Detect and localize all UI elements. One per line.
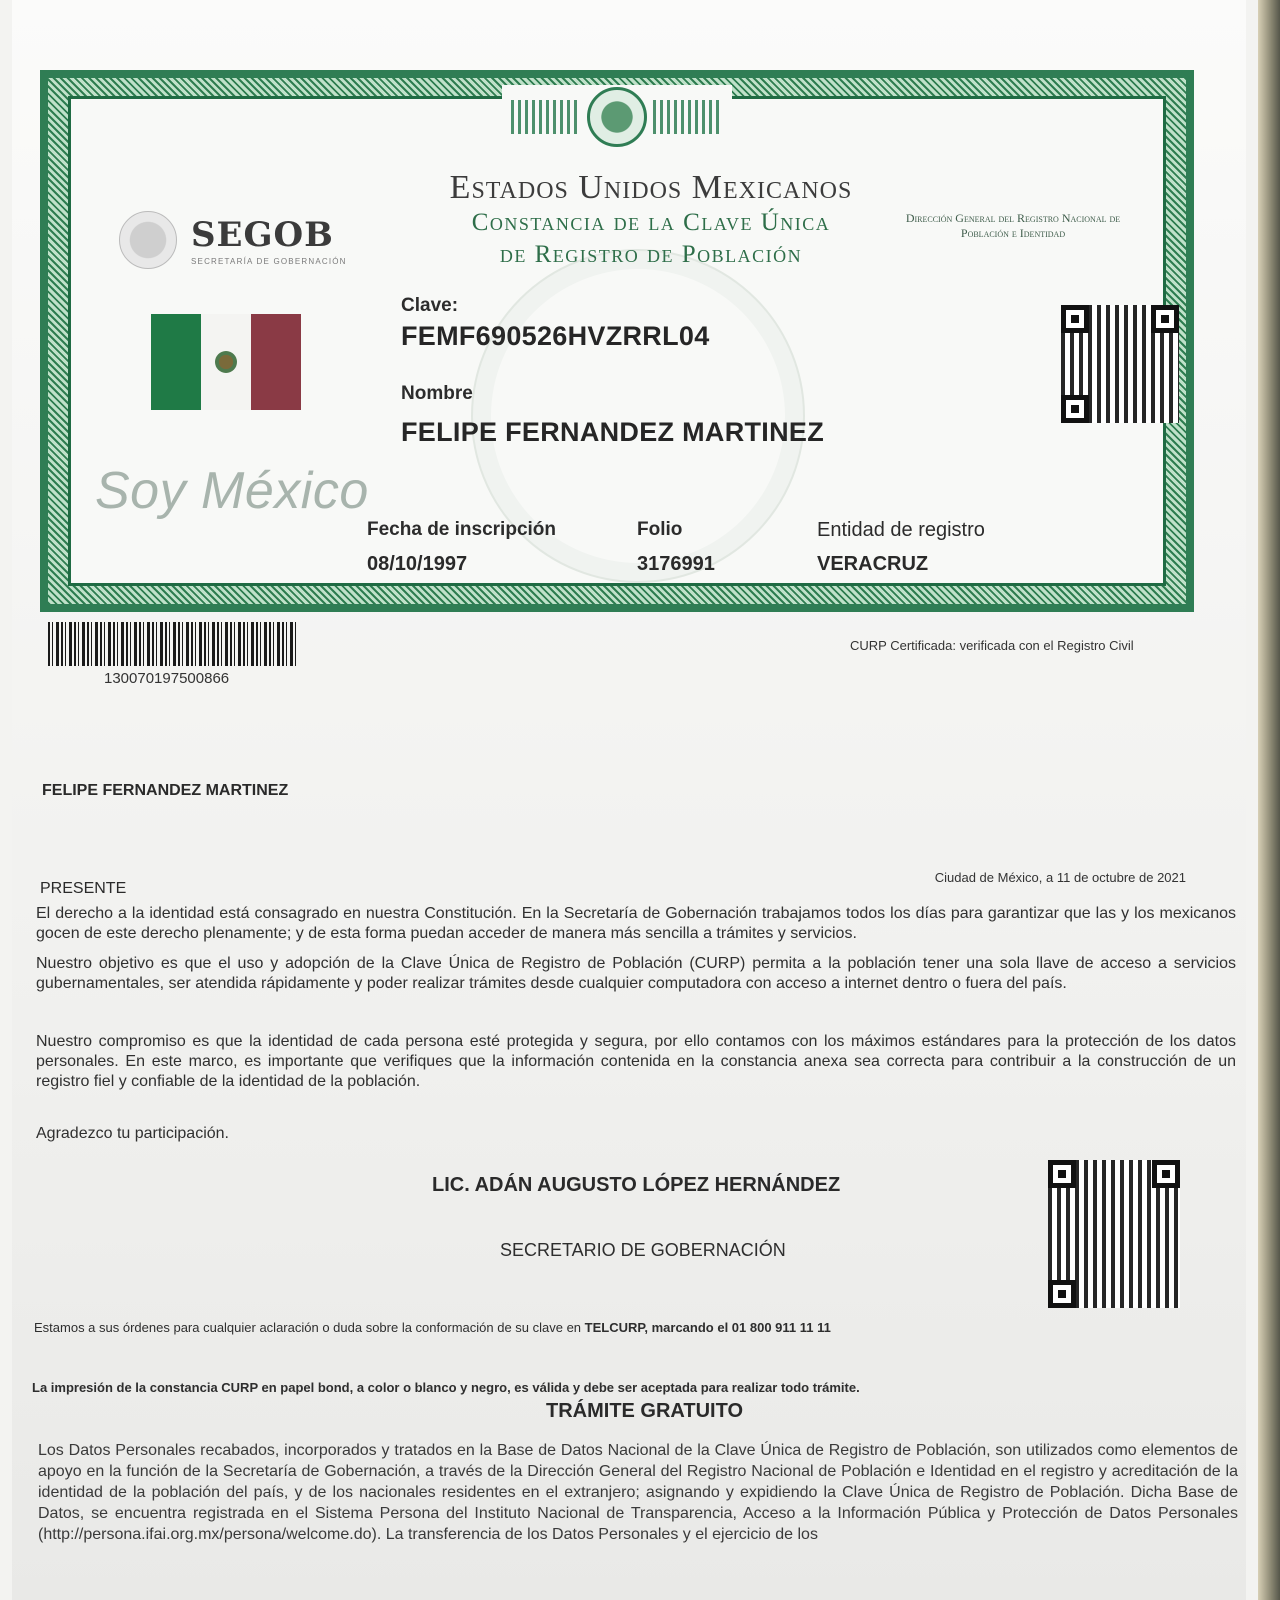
entidad-value: VERACRUZ [817, 553, 929, 575]
background-edge [1258, 0, 1280, 1600]
signer-role: SECRETARIO DE GOBERNACIÓN [500, 1240, 786, 1260]
entidad-label: Entidad de registro [817, 519, 985, 541]
clave-value: FEMF690526HVZRRL04 [401, 321, 710, 351]
document-titles [371, 169, 931, 271]
nombre-label: Nombre [401, 383, 473, 404]
contact-line [34, 1320, 831, 1335]
document-page [12, 0, 1246, 1600]
doc-title-line2: de Registro de Población [499, 241, 803, 268]
letter-date: Ciudad de México, a 11 de octubre de 2021 [934, 870, 1186, 885]
coat-of-arms-icon [502, 85, 732, 149]
fecha-value: 08/10/1997 [367, 553, 468, 575]
agency-subtitle: SECRETARÍA DE GOBERNACIÓN [191, 256, 347, 266]
contact-prefix: Estamos a sus órdenes para cualquier aclaración o duda sobre la conformación de su clave en [34, 1320, 585, 1335]
certified-note: CURP Certificada: verificada con el Registro Civil [850, 638, 1134, 653]
country-title: Estados Unidos Mexicanos [449, 169, 853, 206]
barcode-number: 130070197500866 [104, 670, 230, 687]
mexican-flag-icon [151, 314, 301, 410]
doc-title-line1: Constancia de la Clave Única [471, 209, 831, 236]
directorate-name: Dirección General del Registro Nacional de Población e Identidad [905, 211, 1121, 240]
letter-paragraph-2: Nuestro objetivo es que el uso y adopción de la Clave Única de Registro de Población (CURP) permita a la población tener una sola llave de acceso a servicios gubernamentales, ser atendida rápidamente y poder realizar trámites desde cualquier computadora con acceso a internet dentro o fuera del país. [36, 955, 1236, 992]
clave-label: Clave: [401, 295, 459, 316]
letter-presente: PRESENTE [40, 880, 127, 897]
folio-value: 3176991 [637, 553, 715, 575]
qr-code-icon [1048, 1160, 1180, 1308]
segob-seal-icon [119, 211, 177, 269]
letter-paragraph-3: Nuestro compromiso es que la identidad de cada persona esté protegida y segura, por ello contamos con los máximos estándares para la protección de los datos personales. En este marco, es importante que verifiques que la información contenida en la constancia anexa sea correcta para contribuir a la construcción de un registro fiel y confiable de la identidad de la población. [36, 1033, 1236, 1090]
barcode-icon [48, 622, 296, 666]
signer-name: LIC. ADÁN AUGUSTO LÓPEZ HERNÁNDEZ [432, 1174, 841, 1196]
folio-label: Folio [637, 519, 683, 540]
certificate-frame [40, 70, 1194, 612]
letter-paragraph-4: Agradezco tu participación. [36, 1125, 229, 1142]
certificate-body [68, 96, 1166, 586]
print-validity-note: La impresión de la constancia CURP en papel bond, a color o blanco y negro, es válida y debe ser aceptada para realizar todo trámite. [32, 1380, 860, 1395]
segob-logo [119, 211, 347, 269]
nombre-value: FELIPE FERNANDEZ MARTINEZ [401, 417, 824, 447]
agency-name: SEGOB [191, 214, 334, 255]
fecha-label: Fecha de inscripción [367, 519, 556, 540]
qr-code-icon [1061, 305, 1179, 423]
slogan: Soy México [95, 462, 369, 520]
letter-paragraph-1: El derecho a la identidad está consagrado en nuestra Constitución. En la Secretaría de Gobernación trabajamos todos los días para garantizar que las y los mexicanos gocen de este derecho plenamente; y de esta forma puedan acceder de manera más sencilla a trámites y servicios. [36, 905, 1236, 942]
letter-addressee: FELIPE FERNANDEZ MARTINEZ [42, 782, 289, 799]
free-procedure-label: TRÁMITE GRATUITO [546, 1400, 744, 1422]
privacy-notice: Los Datos Personales recabados, incorporados y tratados en la Base de Datos Nacional de la Clave Única de Registro de Población, son utilizados como elementos de apoyo en la función de la Secretaría de Gobernación, a través de la Dirección General del Registro Nacional de Población e Identidad en el registro y acreditación de la identidad de la población del país, y de los nacionales residentes en el extranjero; asignando y expidiendo la Clave Única de Registro de Población. Dicha Base de Datos, se encuentra registrada en el Sistema Persona del Instituto Nacional de Transparencia, Acceso a la Información Pública y Protección de Datos Personales (http://persona.ifai.org.mx/persona/welcome.do). La transferencia de los Datos Personales y el ejercicio de los [38, 1442, 1238, 1543]
contact-phone: TELCURP, marcando el 01 800 911 11 11 [584, 1320, 831, 1335]
